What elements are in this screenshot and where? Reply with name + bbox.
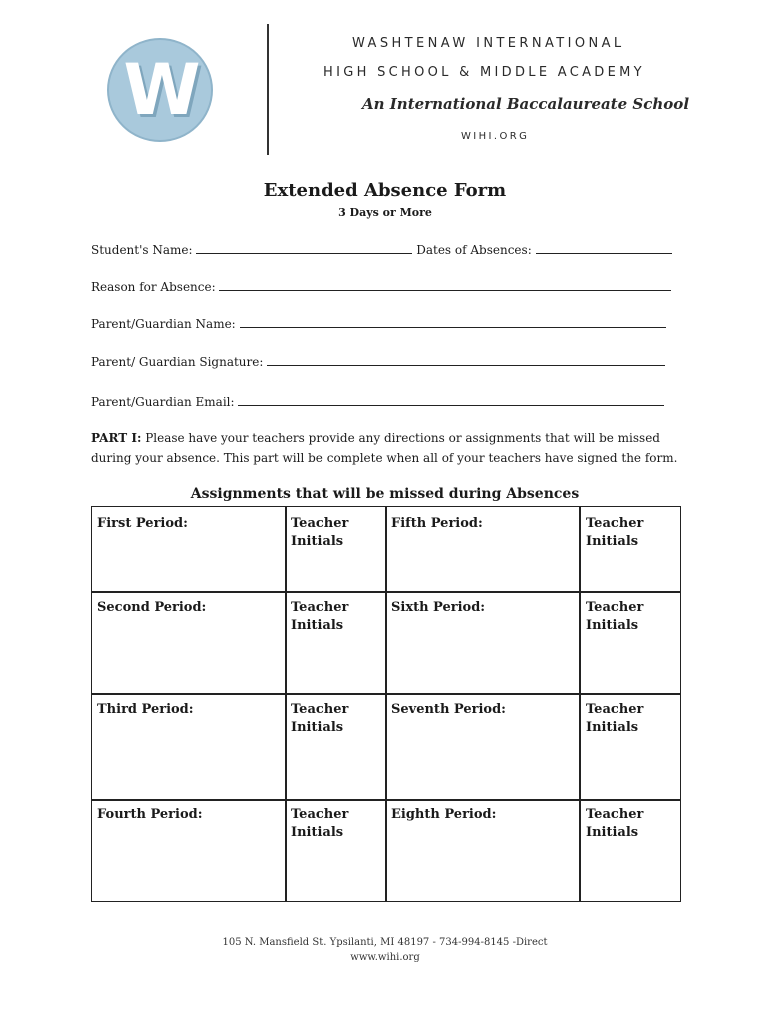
period-label-fourth: Fourth Period: [97,807,203,822]
period-label-first: First Period: [97,516,188,531]
part1-heading: PART I: [91,431,142,445]
reason-field[interactable] [219,278,671,291]
reason-row [91,278,671,294]
student-name-field[interactable] [196,241,412,254]
teacher-initials-label: Teacher Initials [586,807,644,840]
assignments-table [91,506,681,902]
period-label-seventh: Seventh Period: [391,702,506,717]
guardian-signature-field[interactable] [267,353,665,366]
table-title: Assignments that will be missed during Absences [190,486,580,502]
header-divider [267,24,269,155]
form-title: Extended Absence Form [263,180,507,201]
school-name-line1: WASHTENAW INTERNATIONAL [352,36,625,51]
ib-tagline: An International Baccalaureate School [362,95,690,113]
period-label-second: Second Period: [97,600,207,615]
table-hline [92,799,680,801]
form-subtitle: 3 Days or More [338,206,432,219]
teacher-initials-label: Teacher Initials [291,702,349,735]
guardian-name-field[interactable] [240,315,666,328]
period-label-fifth: Fifth Period: [391,516,483,531]
period-label-third: Third Period: [97,702,194,717]
part1-instructions [91,428,691,468]
guardian-email-label: Parent/Guardian Email: [91,395,235,409]
period-label-sixth: Sixth Period: [391,600,486,615]
dates-label: Dates of Absences: [416,243,532,257]
teacher-initials-label: Teacher Initials [586,702,644,735]
guardian-signature-row [91,353,665,369]
guardian-name-label: Parent/Guardian Name: [91,317,236,331]
guardian-name-row [91,315,666,331]
table-hline [92,693,680,695]
teacher-initials-label: Teacher Initials [586,516,644,549]
reason-label: Reason for Absence: [91,280,216,294]
table-vline [385,507,387,901]
guardian-email-field[interactable] [238,393,664,406]
teacher-initials-label: Teacher Initials [586,600,644,633]
footer-website: www.wihi.org [350,952,420,963]
teacher-initials-label: Teacher Initials [291,807,349,840]
student-name-row [91,241,672,257]
dates-field[interactable] [536,241,672,254]
guardian-signature-label: Parent/ Guardian Signature: [91,355,264,369]
footer-address: 105 N. Mansfield St. Ypsilanti, MI 48197 - 734-994-8145 -Direct [222,937,548,948]
logo-letter: W [123,49,197,131]
school-logo [107,38,213,142]
period-label-eighth: Eighth Period: [391,807,497,822]
guardian-email-row [91,393,664,409]
teacher-initials-label: Teacher Initials [291,600,349,633]
table-hline [92,591,680,593]
student-name-label: Student's Name: [91,243,193,257]
part1-text: Please have your teachers provide any directions or assignments that will be missed during your absence. This part will be complete when all of your teachers have signed the form. [91,431,678,465]
table-vline [285,507,287,901]
school-name-line2: HIGH SCHOOL & MIDDLE ACADEMY [323,65,645,80]
teacher-initials-label: Teacher Initials [291,516,349,549]
table-vline [579,507,581,901]
header-website: WIHI.ORG [461,131,530,142]
